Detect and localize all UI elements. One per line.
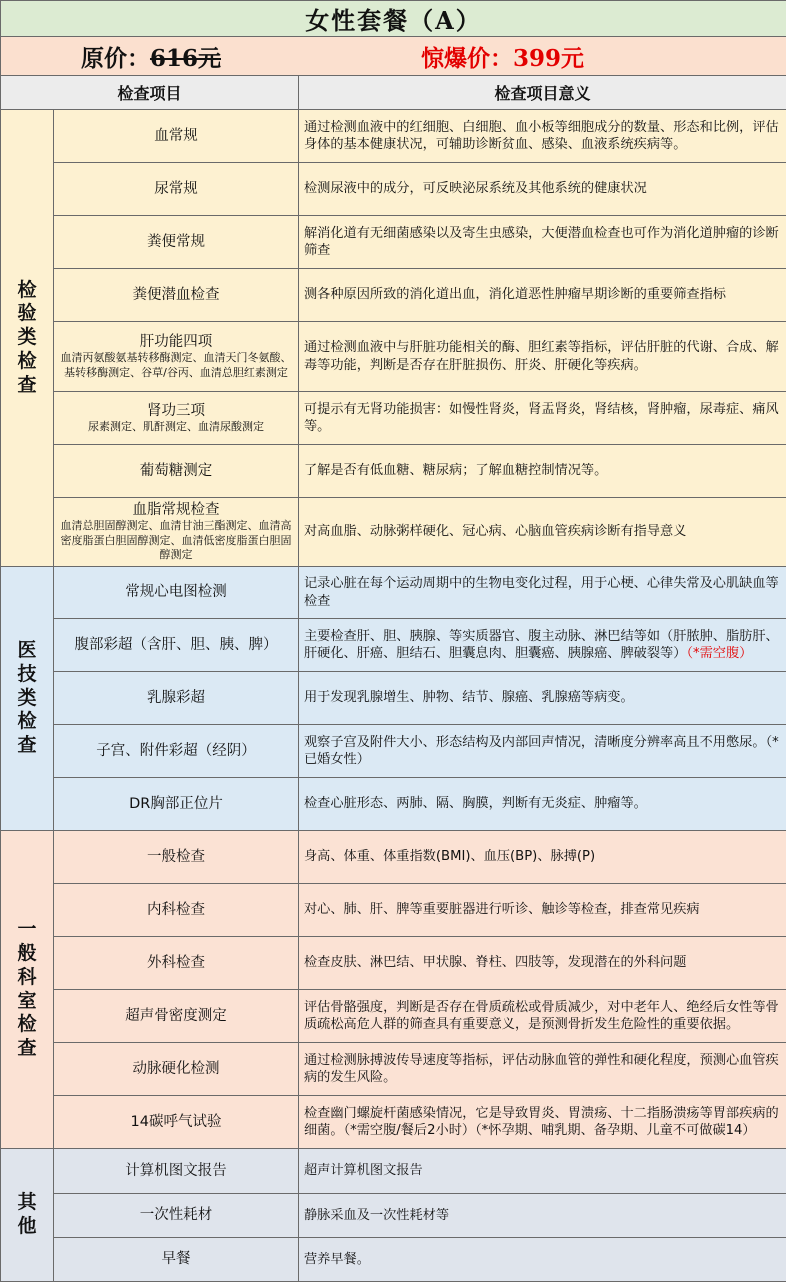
item-name: 粪便潜血检查	[54, 269, 299, 322]
item-name: 乳腺彩超	[54, 672, 299, 725]
item-sub-detail: 尿素测定、肌酐测定、血清尿酸测定	[57, 420, 295, 435]
item-desc: 检测尿液中的成分，可反映泌尿系统及其他系统的健康状况	[299, 163, 786, 216]
item-name: 计算机图文报告	[54, 1149, 299, 1194]
item-desc: 检查幽门螺旋杆菌感染情况，它是导致胃炎、胃溃疡、十二指肠溃疡等胃部疾病的细菌。（*需空腹/餐后2小时）（*怀孕期、哺乳期、备孕期、儿童不可做碳14）	[299, 1096, 786, 1149]
sale-price	[301, 40, 601, 73]
item-desc: 通过检测血液中的红细胞、白细胞、血小板等细胞成分的数量、形态和比例，评估身体的基本健康状况，可辅助诊断贫血、感染、血液系统疾病等。	[299, 110, 786, 163]
item-sub-detail: 血清丙氨酸氨基转移酶测定、血清天门冬氨酸、基转移酶测定、谷草/谷丙、血清总胆红素测定	[57, 351, 295, 381]
column-header-item: 检查项目	[1, 76, 299, 110]
fasting-note: （*需空腹）	[686, 646, 752, 661]
item-desc: 身高、体重、体重指数(BMI)、血压(BP)、脉搏(P)	[299, 831, 786, 884]
item-desc: 通过检测血液中与肝脏功能相关的酶、胆红素等指标，评估肝脏的代谢、合成、解毒等功能，判断是否存在肝脏损伤、肝炎、肝硬化等疾病。	[299, 322, 786, 392]
item-desc: 营养早餐。	[299, 1238, 786, 1282]
item-name: 肝功能四项	[140, 334, 213, 350]
category-lab: 检 验 类 检 查	[1, 110, 54, 567]
item-name-with-detail	[54, 392, 299, 445]
item-desc: 观察子宫及附件大小、形态结构及内部回声情况，清晰度分辨率高且不用憋尿。（*已婚女性）	[299, 725, 786, 778]
item-name: 14碳呼气试验	[54, 1096, 299, 1149]
item-desc: 通过检测脉搏波传导速度等指标，评估动脉血管的弹性和硬化程度，预测心血管疾病的发生风险。	[299, 1043, 786, 1096]
original-price-label: 原价：	[81, 45, 150, 72]
original-price-value: 616元	[150, 45, 221, 72]
item-name: 子宫、附件彩超（经阴）	[54, 725, 299, 778]
item-desc: 测各种原因所致的消化道出血，消化道恶性肿瘤早期诊断的重要筛查指标	[299, 269, 786, 322]
item-desc: 检查皮肤、淋巴结、甲状腺、脊柱、四肢等，发现潜在的外科问题	[299, 937, 786, 990]
item-name: DR胸部正位片	[54, 778, 299, 831]
category-other: 其 他	[1, 1149, 54, 1282]
item-desc: 对心、肺、肝、脾等重要脏器进行听诊、触诊等检查，排查常见疾病	[299, 884, 786, 937]
item-name: 血脂常规检查	[133, 502, 220, 518]
item-sub-detail: 血清总胆固醇测定、血清甘油三酯测定、血清高密度脂蛋白胆固醇测定、血清低密度脂蛋白胆固醇测定	[57, 519, 295, 564]
category-general: 一 般 科 室 检 查	[1, 831, 54, 1149]
item-name: 外科检查	[54, 937, 299, 990]
item-name: 常规心电图检测	[54, 567, 299, 619]
item-name-with-detail	[54, 322, 299, 392]
item-desc: 用于发现乳腺增生、肿物、结节、腺癌、乳腺癌等病变。	[299, 672, 786, 725]
item-desc: 主要检查肝、胆、胰腺、等实质器官、腹主动脉、淋巴结等如（肝脓肿、脂肪肝、肝硬化、肝癌、胆结石、胆囊息肉、胆囊癌、胰腺癌、脾破裂等）	[304, 629, 779, 661]
original-price	[1, 40, 301, 73]
item-desc: 记录心脏在每个运动周期中的生物电变化过程，用于心梗、心律失常及心肌缺血等检查	[299, 567, 786, 619]
sale-price-label: 惊爆价：	[421, 45, 513, 72]
item-name: 内科检查	[54, 884, 299, 937]
item-desc: 静脉采血及一次性耗材等	[299, 1194, 786, 1238]
item-name: 肾功三项	[147, 403, 205, 419]
item-desc: 解消化道有无细菌感染以及寄生虫感染，大便潜血检查也可作为消化道肿瘤的诊断筛查	[299, 216, 786, 269]
item-name: 早餐	[54, 1238, 299, 1282]
item-name: 腹部彩超（含肝、胆、胰、脾）	[54, 619, 299, 672]
item-desc: 了解是否有低血糖、糖尿病；了解血糖控制情况等。	[299, 445, 786, 498]
item-name-with-detail	[54, 498, 299, 567]
item-desc: 超声计算机图文报告	[299, 1149, 786, 1194]
item-desc: 评估骨骼强度，判断是否存在骨质疏松或骨质减少，对中老年人、绝经后女性等骨质疏松高危人群的筛查具有重要意义，是预测骨折发生危险性的重要依据。	[299, 990, 786, 1043]
item-name: 一次性耗材	[54, 1194, 299, 1238]
sale-price-value: 399元	[513, 45, 584, 72]
item-name: 超声骨密度测定	[54, 990, 299, 1043]
item-desc: 可提示有无肾功能损害：如慢性肾炎，肾盂肾炎，肾结核，肾肿瘤，尿毒症、痛风等。	[299, 392, 786, 445]
item-desc: 对高血脂、动脉粥样硬化、冠心病、心脑血管疾病诊断有指导意义	[299, 498, 786, 567]
price-bar	[1, 37, 786, 76]
item-name: 尿常规	[54, 163, 299, 216]
item-name: 一般检查	[54, 831, 299, 884]
package-title: 女性套餐（A）	[1, 1, 786, 37]
category-tech: 医 技 类 检 查	[1, 567, 54, 831]
column-header-meaning: 检查项目意义	[299, 76, 786, 110]
item-name: 血常规	[54, 110, 299, 163]
item-name: 动脉硬化检测	[54, 1043, 299, 1096]
item-name: 葡萄糖测定	[54, 445, 299, 498]
item-name: 粪便常规	[54, 216, 299, 269]
item-desc-with-note	[299, 619, 786, 672]
item-desc: 检查心脏形态、两肺、隔、胸膜，判断有无炎症、肿瘤等。	[299, 778, 786, 831]
